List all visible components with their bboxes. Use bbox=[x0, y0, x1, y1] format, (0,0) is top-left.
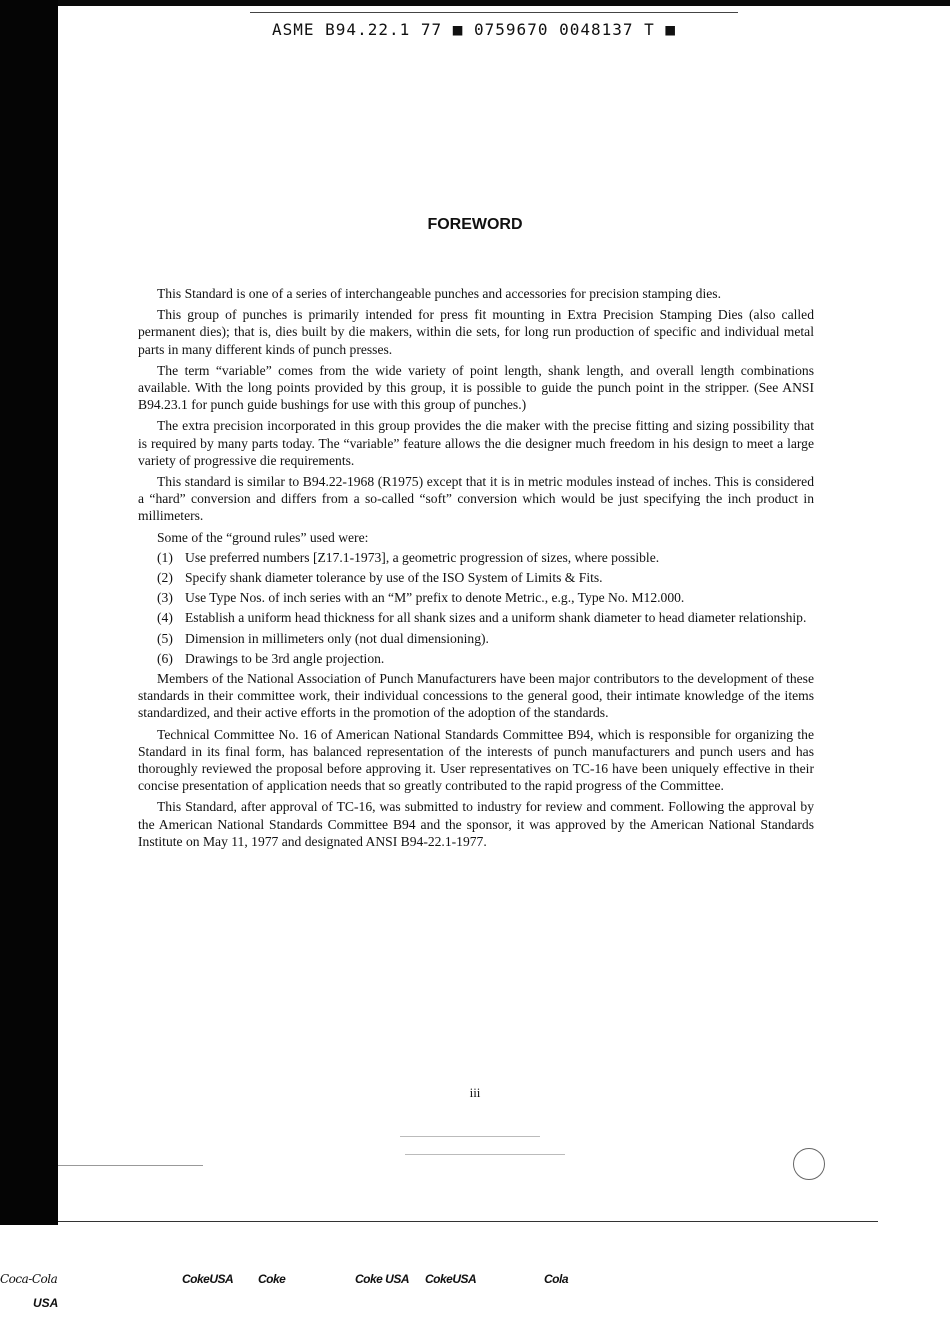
ground-rule bbox=[157, 630, 814, 647]
ground-rule bbox=[157, 650, 814, 667]
scan-artifact-line bbox=[405, 1154, 565, 1155]
header-rule bbox=[250, 12, 738, 13]
foreword-body bbox=[138, 285, 814, 854]
paragraph: The extra precision incorporated in this group provides the die maker with the precise fitting and sizing possibility that is required by many parts today. The “variable” feature allows the die designer much freedom in his design to meet a large variety of progressive die requirements. bbox=[138, 418, 814, 468]
footer-text: CokeUSA bbox=[182, 1272, 234, 1286]
footer-text: Coke USA bbox=[355, 1272, 410, 1286]
rule-text: Use preferred numbers [Z17.1-1973], a geometric progression of sizes, where possible. bbox=[185, 549, 660, 565]
scan-border-left bbox=[0, 0, 58, 1225]
rule-number: (4) bbox=[157, 610, 173, 626]
paragraph: This group of punches is primarily intended for press fit mounting in Extra Precision Stamping Dies (also called permanent dies); that is, dies built by die makers, within die sets, for long run production of specific and individual metal parts in many different kinds of punch presses. bbox=[138, 307, 814, 357]
paragraph: Technical Committee No. 16 of American National Standards Committee B94, which is responsible for organizing the Standard in its final form, has balanced representation of the interests of punch manufacturers and punch users and has thoroughly reviewed the proposal before approving it. User representatives on TC-16 have been uniquely effective in their concise presentation of application needs that so greatly contributed to the rapid progress of the Committee. bbox=[138, 726, 814, 794]
ground-rule bbox=[157, 569, 814, 586]
ground-rule bbox=[157, 549, 814, 566]
page-number: iii bbox=[469, 1085, 481, 1100]
footer-text: CokeUSA bbox=[425, 1272, 477, 1286]
rule-text: Establish a uniform head thickness for all shank sizes and a uniform shank diameter to head diameter relationship. bbox=[185, 610, 807, 626]
scan-artifact-line bbox=[58, 1165, 203, 1166]
rule-text: Dimension in millimeters only (not dual dimensioning). bbox=[185, 630, 489, 646]
footer-text: Cola bbox=[544, 1272, 569, 1286]
ground-rules-intro: Some of the “ground rules” used were: bbox=[157, 529, 369, 545]
page-bottom-rule bbox=[58, 1221, 878, 1222]
paragraph: This Standard, after approval of TC-16, was submitted to industry for review and comment. Following the approval by the American National Standards Committee B94 and the sponsor, it was approved by the American National Standards Institute on May 11, 1977 and designated ANSI B94-22.1-1977. bbox=[138, 799, 814, 849]
ground-rule bbox=[157, 609, 814, 626]
scan-artifact-line bbox=[400, 1136, 540, 1137]
paragraph: The term “variable” comes from the wide variety of point length, shank length, and overall length combinations available. With the long points provided by this group, it is possible to guide the punch point in the stripper. (See ANSI B94.23.1 for punch guide bushings for use with this group of punches.) bbox=[138, 362, 814, 413]
paragraph: This standard is similar to B94.22-1968 (R1975) except that it is in metric modules instead of inches. This is considered a “hard” conversion and differs from a so-called “soft” conversion which would be just specifying the inch product in millimeters. bbox=[138, 474, 814, 524]
scan-border-top bbox=[58, 0, 950, 6]
page-title: FOREWORD bbox=[427, 216, 523, 233]
rule-number: (3) bbox=[157, 590, 173, 606]
rule-text: Specify shank diameter tolerance by use of the ISO System of Limits & Fits. bbox=[185, 570, 603, 586]
rule-text: Use Type Nos. of inch series with an “M” prefix to denote Metric., e.g., Type No. M12.000. bbox=[185, 590, 685, 606]
circle-stamp-icon bbox=[793, 1148, 825, 1180]
rule-number: (5) bbox=[157, 630, 173, 646]
paragraph: Members of the National Association of Punch Manufacturers have been major contributors to the development of these standards in their committee work, their individual concessions to the general good, their intimate knowledge of the items standardized, and their active efforts in the promotion of the adoption of the standards. bbox=[138, 671, 814, 721]
footer-text-usa: USA bbox=[33, 1296, 59, 1310]
rule-number: (6) bbox=[157, 650, 173, 666]
ground-rule bbox=[157, 589, 814, 606]
rule-number: (2) bbox=[157, 570, 173, 586]
rule-text: Drawings to be 3rd angle projection. bbox=[185, 650, 385, 666]
footer-logo-coca-cola: Coca-Cola bbox=[0, 1272, 58, 1286]
paragraph: This Standard is one of a series of interchangeable punches and accessories for precision stamping dies. bbox=[157, 286, 721, 301]
rule-number: (1) bbox=[157, 549, 173, 565]
footer-text: Coke bbox=[258, 1272, 286, 1286]
document-header-code: ASME B94.22.1 77 ■ 0759670 0048137 T ■ bbox=[272, 20, 677, 39]
